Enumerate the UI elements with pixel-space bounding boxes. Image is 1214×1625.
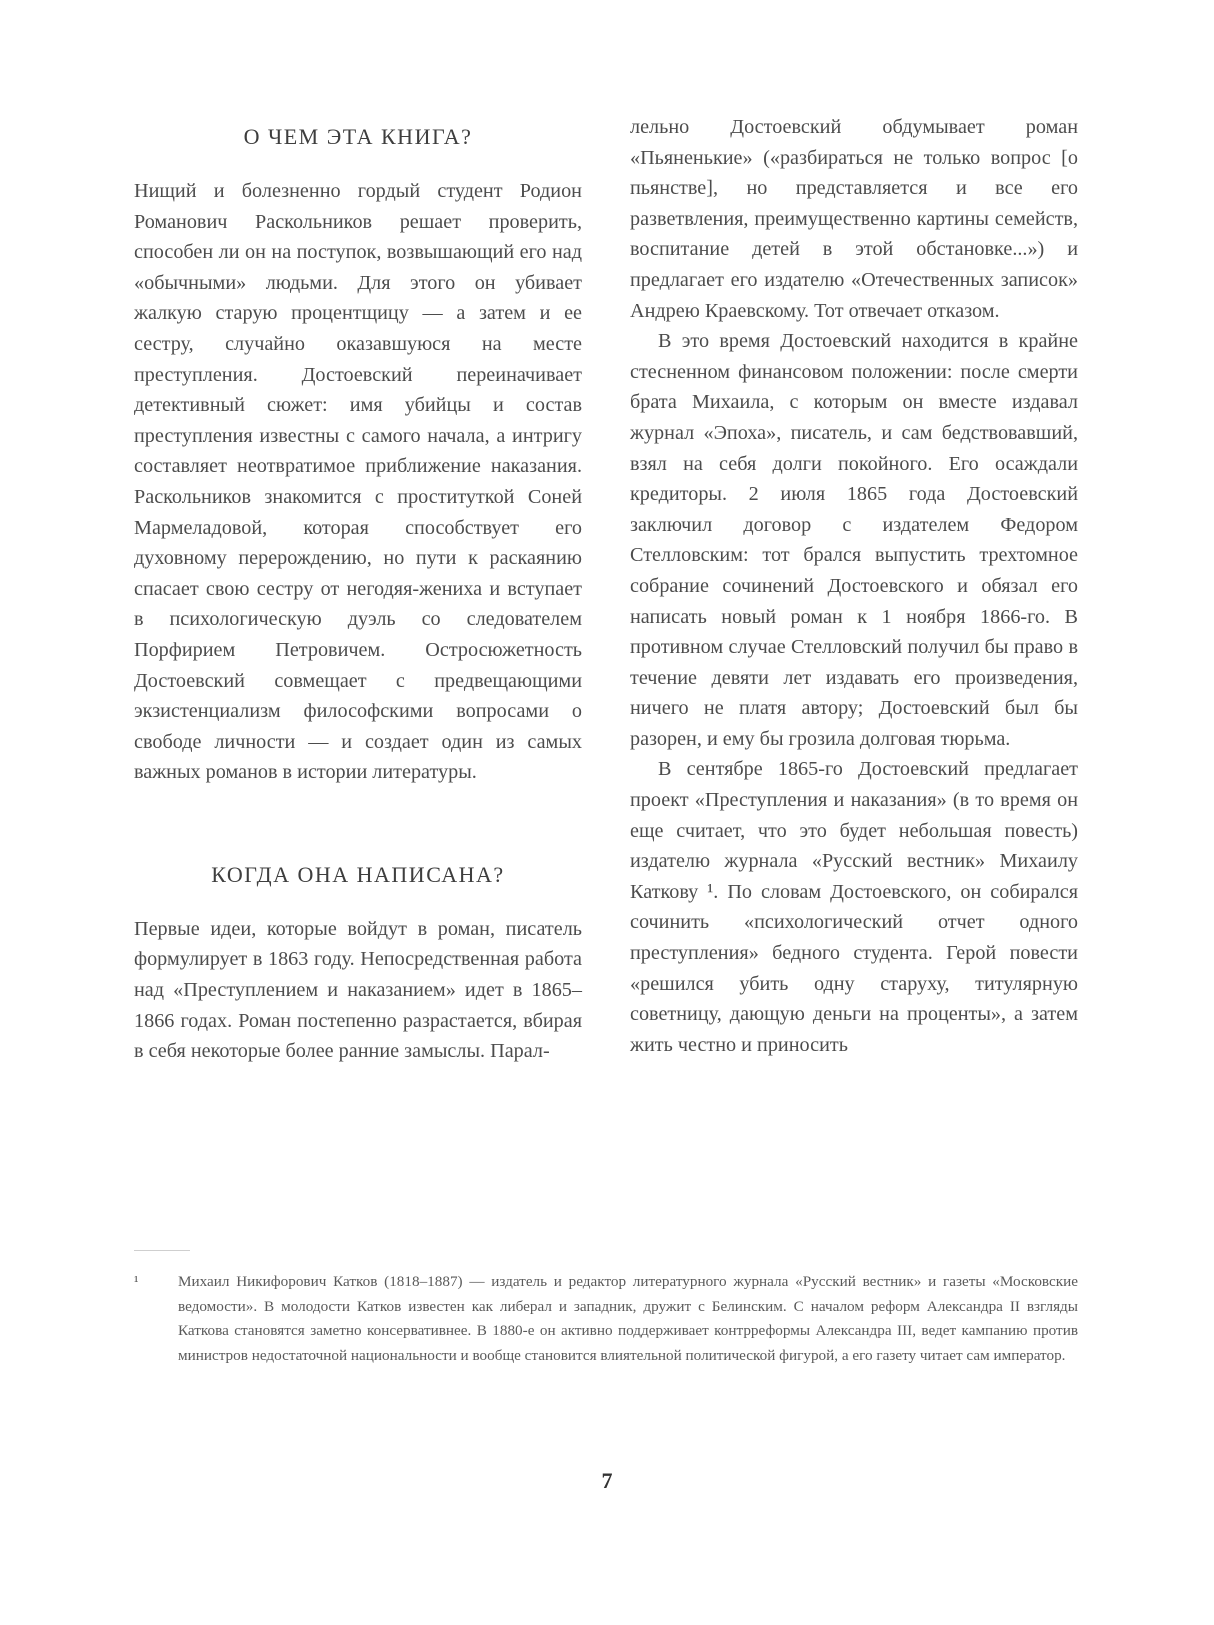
right-column	[630, 112, 1078, 1060]
footnote-divider	[134, 1250, 190, 1251]
left-column	[134, 112, 582, 1067]
footnote	[134, 1270, 1078, 1368]
paragraph-finances: В это время Достоевский находится в крайне стесненном финансовом положении: после смерти брата Михаила, с которым он вместе издавал журнал «Эпоха», писатель, и сам бедствовавший, взял на себя долги покойного. Его осаждали кредиторы. 2 июля 1865 года Достоевский заключил договор с издателем Федором Стелловским: тот брался выпустить трехтомное собрание сочинений Достоевского и обязал его написать новый роман к 1 ноября 1866-го. В противном случае Стелловский получил бы право в течение девяти лет издавать его произведения, ничего не платя автору; Достоевский был бы разорен, и ему бы грозила долговая тюрьма.	[630, 330, 1078, 750]
section-heading-about: О ЧЕМ ЭТА КНИГА?	[243, 124, 473, 149]
paragraph-when: Первые идеи, которые войдут в роман, писатель формулирует в 1863 году. Непосредственная работа над «Преступлением и наказанием» идет в 1865–1866 годах. Роман постепенно разрастается, вбирая в себя некоторые более ранние замыслы. Парал-	[134, 917, 582, 1063]
section-heading-when: КОГДА ОНА НАПИСАНА?	[211, 861, 505, 887]
footnote-marker: ¹	[134, 1274, 139, 1290]
footnote-text: Михаил Никифорович Катков (1818–1887) — издатель и редактор литературного журнала «Русский вестник» и газеты «Московские ведомости». В молодости Катков известен как либерал и западник, дружит с Белинским. С началом реформ Александра II взгляды Каткова становятся заметно консервативнее. В 1880-е он активно поддерживает контрреформы Александра III, ведет кампанию против министров недостаточной национальности и вообще становится влиятельной политической фигурой, а его газету читает сам император.	[178, 1273, 1078, 1364]
paragraph-about: Нищий и болезненно гордый студент Родион Романович Раскольников решает проверить, способен ли он на поступок, возвышающий его над «обычными» людьми. Для этого он убивает жалкую старую процентщицу — а затем и ее сестру, случайно оказавшуюся на месте преступления. Достоевский переиначивает детективный сюжет: имя убийцы и состав преступления известны с самого начала, а интригу составляет неотвратимое приближение наказания. Раскольников знакомится с проституткой Соней Мармеладовой, которая способствует его духовному перерождению, но пути к раскаянию спасает свою сестру от негодяя-жениха и вступает в психологическую дуэль со следователем Порфирием Петровичем. Остросюжетность Достоевский совмещает с предвещающими экзистенциализм философскими вопросами о свободе личности — и создает один из самых важных романов в истории литературы.	[134, 180, 582, 784]
page-number: 7	[601, 1468, 613, 1493]
paragraph-continuation: лельно Достоевский обдумывает роман «Пьяненькие» («разбираться не только вопрос [о пьянстве], но представляется и все его разветвления, преимущественно картины семейств, воспитание детей в этой обстановке...») и предлагает его издателю «Отечественных записок» Андрею Краевскому. Тот отвечает отказом.	[630, 116, 1078, 322]
paragraph-proposal: В сентябре 1865-го Достоевский предлагает проект «Преступления и наказания» (в то время он еще считает, что это будет небольшая повесть) издателю журнала «Русский вестник» Михаилу Каткову ¹. По словам Достоевского, он собирался сочинить «психологический отчет одного преступления» бедного студента. Герой повести «решился убить одну старуху, титулярную советницу, дающую деньги на проценты», а затем жить честно и приносить	[630, 758, 1078, 1056]
